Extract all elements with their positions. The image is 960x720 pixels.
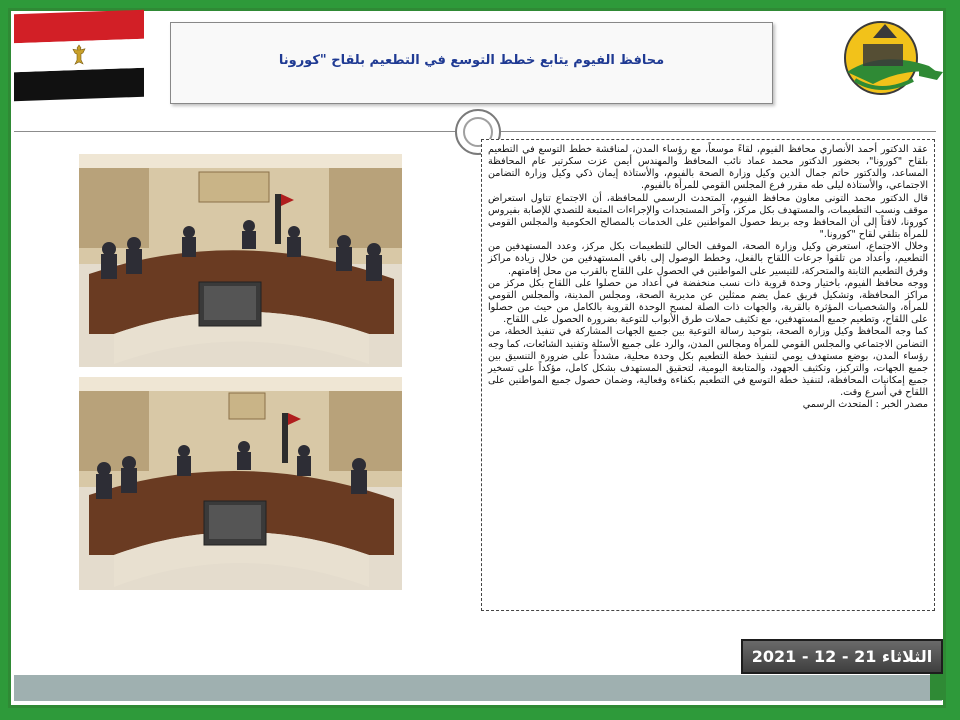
article-paragraph: عقد الدكتور أحمد الأنصاري محافظ الفيوم، لقاءً موسعاً، مع رؤساء المدن، لمناقشة خطط التوسع في التطعيم بلقاح "كورونا"، بحضور الدكتور محمد عماد نائب المحافظ والمهندس أيمن عزت سكرتير عام المحافظة المساعد، والدكتور حاتم جمال الدين وكيل وزارة الصحة بالفيوم، والأستاذة إيمان ذكي وكيل وزارة التضامن الاجتماعي، والأستاذة ليلى طه مقرر فرع المجلس القومي للمرأة بالفيوم. — [488, 144, 928, 192]
meeting-photo-bottom — [79, 377, 402, 590]
page-title: محافظ الفيوم يتابع خطط التوسع في التطعيم بلقاح "كورونا — [278, 53, 665, 68]
eagle-icon — [69, 44, 89, 67]
egypt-flag — [14, 10, 144, 103]
article-paragraph: قال الدكتور محمد التونى معاون محافظ الفيوم، المتحدث الرسمي للمحافظة، أن الاجتماع تناول استعراض موقف ونسب التطعيمات، والمستهدف بكل مركز، وآخر المستجدات والإجراءات المتبعة للتصدي للإصابة بفيروس كورونا، لافتاً إلى أن المحافظ وجه بربط حصول المواطنين على الخدمات بالمصالح الحكومية والمجلس القومي للمرأة بتلقي لقاح "كورونا." — [488, 192, 928, 241]
article-body — [488, 144, 928, 411]
governorate-logo — [833, 10, 945, 106]
flag-red-stripe — [14, 10, 144, 44]
article-paragraph: وخلال الاجتماع، استعرض وكيل وزارة الصحة، الموقف الحالي للتطعيمات بكل مركز، وعدد المستهدفين من التطعيم، وأعداد من تلقوا جرعات اللقاح بالفعل، وخطط الوصول إلى باقي المستهدفين من خلال زيادة مراكز وفرق التطعيم الثابتة والمتحركة، للتيسير على المواطنين في الحصول على اللقاح بالقرب من محل إقامتهم. — [488, 241, 928, 277]
article-source: مصدر الخبر : المتحدث الرسمي — [802, 399, 928, 411]
title-box — [170, 22, 773, 104]
article-paragraph: ووجه محافظ الفيوم، باختيار وحدة قروية ذات نسب منخفضة في أعداد من حصلوا على اللقاح بكل مركز من مراكز المحافظة، وتشكيل فريق عمل يضم ممثلين عن مديرية الصحة، ومجلس المدينة، والمجلس القومي للمرأة، والشخصيات المؤثرة بالقرية، والجهات ذات الصلة لمسح الوحدة القروية بالكامل من حيث من حصلوا على اللقاح، وتطعيم جميع المستهدفين، مع تكثيف حملات طرق الأبواب للتوعية بضرورة الحصول على اللقاح. — [488, 277, 928, 326]
footer-bar — [14, 675, 942, 701]
date-banner: الثلاثاء 21 - 12 - 2021 — [741, 639, 943, 674]
meeting-photo-top — [79, 154, 402, 367]
flag-black-stripe — [14, 68, 144, 102]
flag-white-stripe — [14, 39, 144, 73]
article-box — [481, 139, 935, 611]
article-paragraph: كما وجه المحافظ وكيل وزارة الصحة، بتوحيد رسالة التوعية بين جميع الجهات المشاركة في تنفيذ الخطة، من التضامن الاجتماعي والمجلس القومي للمرأة ومجالس المدن، والرد على جميع الأسئلة وتفنيد الشائعات، كما وجه رؤساء المدن، بوضع مستهدف يومي لتنفيذ خطة التطعيم بكل وحدة محلية، مشدداً على ضرورة التنسيق بين جميع الجهات، والتركيز، وتكثيف الجهود، والمتابعة اليومية، لتحقيق المستهدف بشكل كامل، مؤكداً على تسخير جميع إمكانيات المحافظة، لتنفيذ خطة التوسع في التطعيم بكفاءة وفعالية، وضمان حصول جميع المواطنين على اللقاح في أسرع وقت. — [488, 326, 928, 399]
